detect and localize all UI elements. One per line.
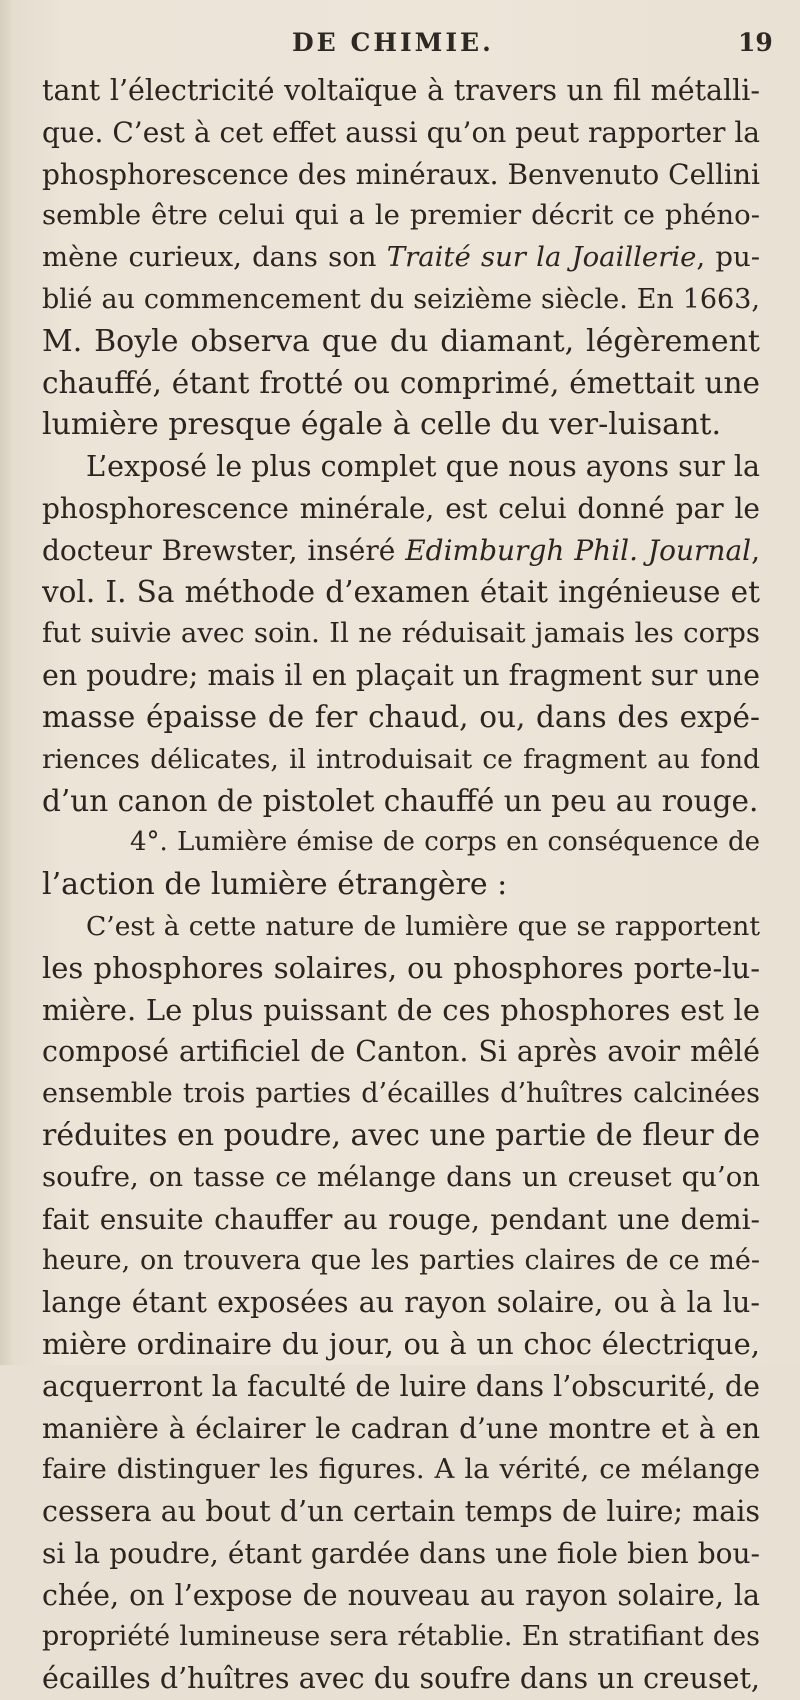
- text-line: réduites en poudre, avec une partie de fleur de: [42, 1117, 760, 1153]
- text-line: soufre, on tasse ce mélange dans un creuset qu’on: [42, 1160, 760, 1193]
- text-line: cessera au bout d’un certain temps de luire; mais: [42, 1495, 760, 1529]
- text-line: fait ensuite chauffer au rouge, pendant une demi-: [42, 1202, 760, 1236]
- text-line: chée, on l’expose de nouveau au rayon solaire, la: [42, 1578, 760, 1612]
- text-line: lumière presque égale à celle du ver-luisant.: [42, 407, 721, 443]
- text-line: phosphorescence des minéraux. Benvenuto Cellini: [42, 157, 760, 191]
- text-line: vol. I. Sa méthode d’examen était ingénieuse et: [42, 574, 760, 609]
- page-number: 19: [738, 28, 773, 57]
- text-line: semble être celui qui a le premier décrit ce phéno-: [42, 199, 760, 232]
- running-head: [0, 28, 800, 64]
- text-line: d’un canon de pistolet chauffé un peu au rouge.: [42, 783, 759, 818]
- text-line: composé artificiel de Canton. Si après avoir mêlé: [42, 1035, 760, 1069]
- text-line: docteur Brewster, inséré Edimburgh Phil. Journal,: [42, 533, 760, 567]
- text-line: riences délicates, il introduisait ce fragment au fond: [42, 743, 760, 775]
- text-line: propriété lumineuse sera rétablie. En stratifiant des: [42, 1621, 760, 1653]
- text-line: faire distinguer les figures. A la vérité, ce mélange: [42, 1453, 760, 1486]
- text-line: mière ordinaire du jour, ou à un choc électrique,: [42, 1326, 760, 1361]
- text-line: si la poudre, étant gardée dans une fiole bien bou-: [42, 1536, 760, 1570]
- page-gutter-shadow: [0, 0, 14, 1365]
- text-line: écailles d’huîtres avec du soufre dans un creuset,: [42, 1662, 760, 1696]
- text-line: blié au commencement du seizième siècle. En 1663,: [42, 283, 760, 315]
- text-line: heure, on trouvera que les parties claires de ce mé-: [42, 1245, 760, 1277]
- text-line: acquerront la faculté de luire dans l’obscurité, de: [42, 1369, 760, 1403]
- text-line: masse épaisse de fer chaud, ou, dans des expé-: [42, 699, 760, 734]
- text-line: fut suivie avec soin. Il ne réduisait jamais les corps: [42, 617, 760, 650]
- text-line: l’action de lumière étrangère :: [42, 867, 508, 903]
- text-line: 4°. Lumière émise de corps en conséquence de: [130, 827, 760, 858]
- text-line: L’exposé le plus complet que nous ayons sur la: [86, 450, 760, 484]
- text-line: manière à éclairer le cadran d’une montre et à en: [42, 1411, 760, 1445]
- italic-title: Edimburgh Phil. Journal: [405, 533, 752, 567]
- text-line: tant l’électricité voltaïque à travers un fil métalli-: [42, 74, 760, 107]
- text-line: C’est à cette nature de lumière que se rapportent: [86, 910, 760, 942]
- text-line: phosphorescence minérale, est celui donné par le: [42, 491, 760, 525]
- text-line: que. C’est à cet effet aussi qu’on peut rapporter la: [42, 115, 760, 149]
- text-line: les phosphores solaires, ou phosphores porte-lu-: [42, 950, 760, 985]
- italic-title: Traité sur la Joaillerie: [386, 241, 697, 274]
- text-line: en poudre; mais il en plaçait un fragment sur une: [42, 659, 760, 693]
- running-head-title: DE CHIMIE.: [292, 28, 494, 57]
- text-line: M. Boyle observa que du diamant, légèrement: [42, 323, 760, 359]
- text-line: lange étant exposées au rayon solaire, ou à la lu-: [42, 1286, 760, 1320]
- text-line: mène curieux, dans son Traité sur la Joaillerie, pu-: [42, 241, 760, 274]
- text-line: chauffé, étant frotté ou comprimé, émettait une: [42, 365, 760, 400]
- text-line: mière. Le plus puissant de ces phosphores est le: [42, 992, 760, 1027]
- text-line: ensemble trois parties d’écailles d’huîtres calcinées: [42, 1078, 760, 1110]
- body-text: [42, 70, 760, 1700]
